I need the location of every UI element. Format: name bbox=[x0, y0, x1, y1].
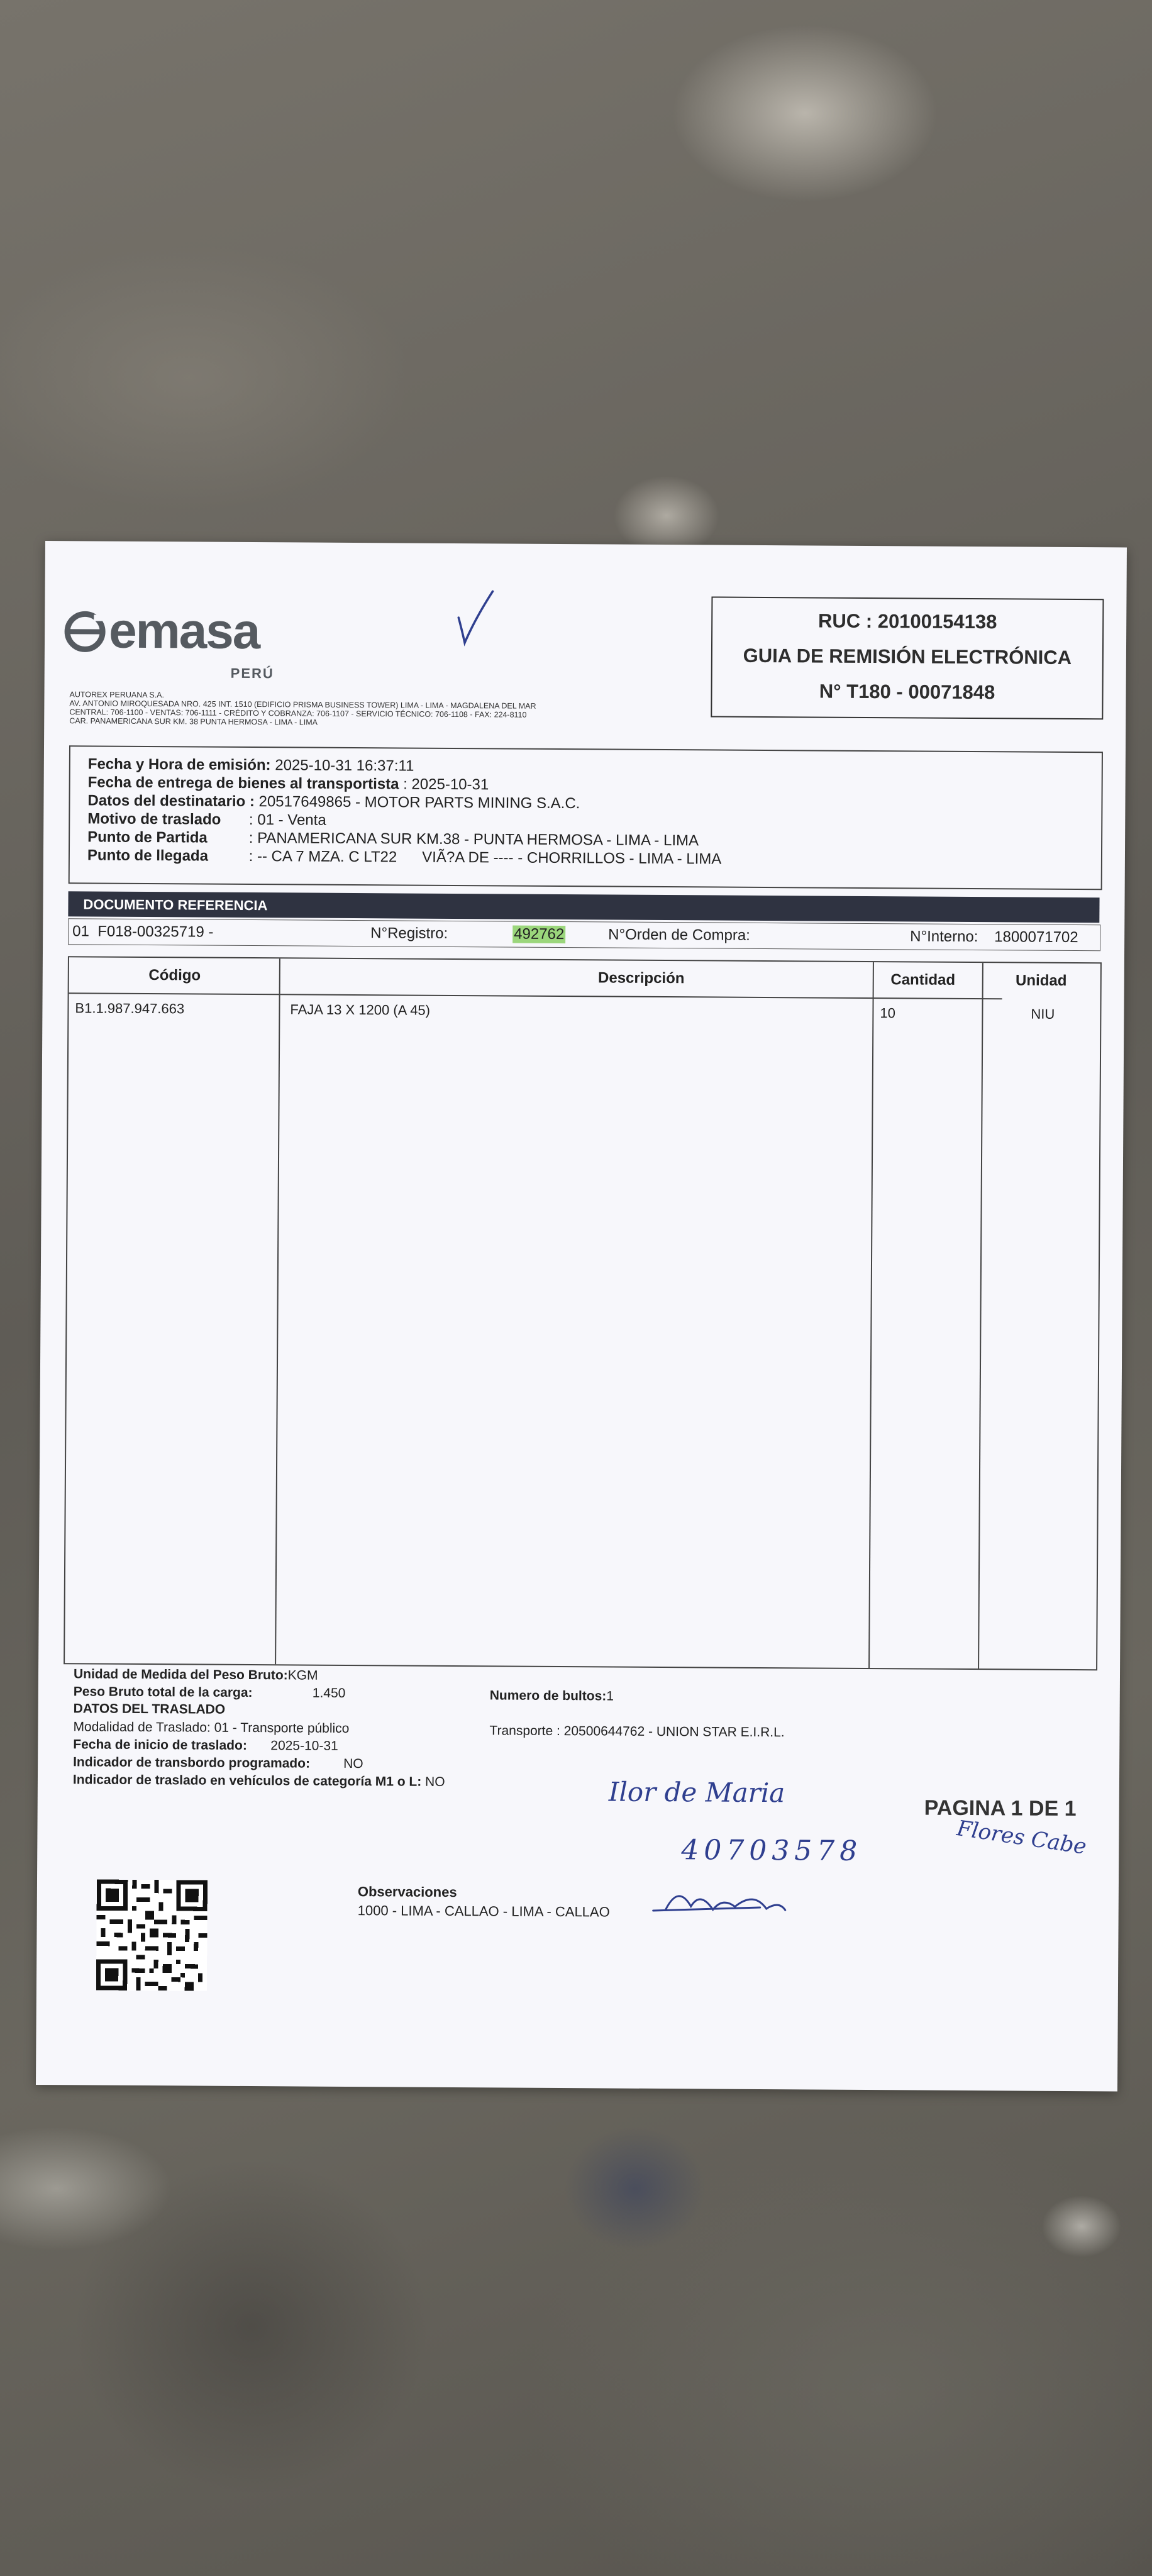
emasa-logo-icon bbox=[62, 609, 108, 654]
documento-referencia-bar bbox=[68, 891, 1099, 923]
peso-bruto-row bbox=[74, 1684, 346, 1701]
observaciones-value: 1000 - LIMA - CALLAO - LIMA - CALLAO bbox=[357, 1902, 610, 1920]
column-header-unidad: Unidad bbox=[1016, 972, 1067, 989]
peso-bruto-value: 1.450 bbox=[312, 1685, 346, 1701]
entrega-value: : 2025-10-31 bbox=[403, 775, 489, 794]
column-divider bbox=[978, 963, 983, 1668]
company-address-block bbox=[69, 690, 648, 729]
registro-value: 492762 bbox=[512, 926, 565, 944]
row-codigo: B1.1.987.947.663 bbox=[75, 1000, 185, 1017]
company-logo-country: PERÚ bbox=[230, 665, 274, 682]
handwritten-check-mark bbox=[453, 587, 504, 650]
bultos-value: 1 bbox=[606, 1689, 614, 1704]
row-cantidad: 10 bbox=[880, 1005, 895, 1021]
column-divider bbox=[868, 962, 874, 1668]
inicio-traslado-label: Fecha de inicio de traslado: bbox=[73, 1737, 247, 1753]
entrega-label: Fecha de entrega de bienes al transportista bbox=[87, 774, 399, 793]
page-indicator: PAGINA 1 DE 1 bbox=[924, 1796, 1077, 1821]
transbordo-value: NO bbox=[343, 1756, 363, 1772]
categoria-value: NO bbox=[425, 1774, 445, 1789]
emision-value: 2025-10-31 16:37:11 bbox=[275, 757, 414, 775]
emision-row bbox=[88, 755, 414, 775]
row-descripcion: FAJA 13 X 1200 (A 45) bbox=[290, 1001, 431, 1018]
document-number: N° T180 - 00071848 bbox=[819, 680, 995, 704]
handwritten-signature-block bbox=[608, 1776, 1132, 1957]
orden-compra-label: N°Orden de Compra: bbox=[608, 926, 750, 944]
reference-document: 01 F018-00325719 - bbox=[72, 923, 214, 941]
column-header-codigo: Código bbox=[69, 957, 280, 995]
bultos-row bbox=[490, 1688, 614, 1704]
entrega-row bbox=[88, 774, 489, 794]
ruc-box bbox=[711, 596, 1104, 719]
unidad-peso-row bbox=[74, 1667, 318, 1683]
transbordo-label: Indicador de transbordo programado: bbox=[73, 1755, 311, 1771]
llegada-value: : -- CA 7 MZA. C LT22 VIÃ?A DE ---- - CHORRILLOS - LIMA - LIMA bbox=[248, 847, 722, 868]
shipment-info-box bbox=[69, 745, 1103, 890]
ruc-number: RUC : 20100154138 bbox=[817, 609, 997, 633]
qr-code bbox=[96, 1880, 208, 1991]
datos-traslado-title bbox=[74, 1701, 226, 1717]
unidad-peso-label: Unidad de Medida del Peso Bruto: bbox=[73, 1667, 288, 1683]
motivo-row bbox=[87, 810, 326, 829]
interno-value: 1800071702 bbox=[994, 928, 1078, 947]
destinatario-row bbox=[87, 792, 580, 813]
handwritten-surname: Flores Cabe bbox=[955, 1816, 1088, 1860]
document-type-title: GUIA DE REMISIÓN ELECTRÓNICA bbox=[743, 644, 1072, 669]
guia-remision-document bbox=[36, 541, 1127, 2091]
transporte-info: Transporte : 20500644762 - UNION STAR E.I.R.L. bbox=[489, 1723, 785, 1740]
motivo-value: : 01 - Venta bbox=[248, 811, 326, 829]
categoria-label: Indicador de traslado en vehículos de categoría M1 o L: bbox=[72, 1772, 422, 1789]
company-logo-text: emasa bbox=[108, 602, 260, 660]
inicio-traslado-value: 2025-10-31 bbox=[270, 1738, 338, 1753]
llegada-row bbox=[87, 847, 722, 868]
company-phones-line: CENTRAL: 706-1100 - VENTAS: 706-1111 - CRÉDITO Y COBRANZA: 706-1107 - SERVICIO TÉCNICO: 706-1108 - FAX: 224-8110 bbox=[69, 708, 527, 719]
destinatario-value: 20517649865 - MOTOR PARTS MINING S.A.C. bbox=[258, 793, 580, 813]
handwritten-id-number: 40703578 bbox=[681, 1834, 863, 1867]
categoria-row bbox=[73, 1772, 445, 1790]
column-header-descripcion: Descripción bbox=[280, 958, 1002, 999]
unidad-peso-value: KGM bbox=[287, 1668, 318, 1683]
column-divider bbox=[275, 958, 280, 1664]
row-unidad: NIU bbox=[1031, 1006, 1055, 1022]
observaciones-label: Observaciones bbox=[357, 1884, 457, 1901]
documento-referencia-row bbox=[68, 918, 1100, 951]
company-address-line: AV. ANTONIO MIROQUESADA NRO. 425 INT. 1510 (EDIFICIO PRISMA BUSINESS TOWER) LIMA - LIMA - MAGDALENA DEL MAR bbox=[69, 699, 536, 711]
partida-label: Punto de Partida bbox=[87, 828, 208, 847]
handwritten-name: Ilor de Maria bbox=[608, 1776, 785, 1809]
llegada-label: Punto de llegada bbox=[87, 847, 209, 865]
emision-label: Fecha y Hora de emisión: bbox=[87, 755, 271, 774]
bultos-label: Numero de bultos: bbox=[489, 1688, 607, 1704]
inicio-traslado-row bbox=[73, 1737, 338, 1754]
partida-value: : PANAMERICANA SUR KM.38 - PUNTA HERMOSA - LIMA - LIMA bbox=[248, 829, 699, 850]
company-name: AUTOREX PERUANA S.A. bbox=[69, 690, 165, 700]
motivo-label: Motivo de traslado bbox=[87, 810, 221, 828]
datos-traslado-heading: DATOS DEL TRASLADO bbox=[73, 1701, 226, 1717]
transbordo-row bbox=[73, 1755, 363, 1772]
partida-row bbox=[87, 828, 699, 850]
peso-bruto-label: Peso Bruto total de la carga: bbox=[73, 1684, 253, 1701]
interno-label: N°Interno: bbox=[910, 928, 978, 946]
destinatario-label: Datos del destinatario : bbox=[87, 792, 255, 811]
modalidad-traslado: Modalidad de Traslado: 01 - Transporte público bbox=[73, 1719, 350, 1736]
items-table bbox=[64, 956, 1102, 1670]
registro-label: N°Registro: bbox=[370, 924, 448, 942]
column-header-cantidad: Cantidad bbox=[890, 971, 956, 989]
documento-referencia-title: DOCUMENTO REFERENCIA bbox=[83, 896, 268, 914]
company-branch-line: CAR. PANAMERICANA SUR KM. 38 PUNTA HERMOSA - LIMA - LIMA bbox=[69, 716, 318, 727]
